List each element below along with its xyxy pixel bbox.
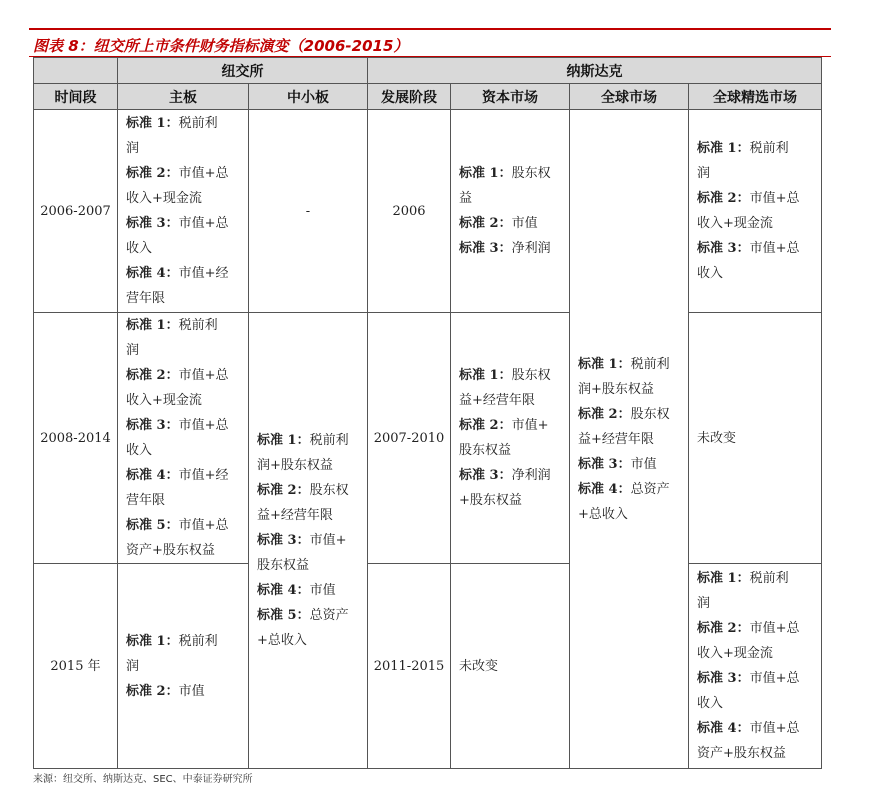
- criterion-line: [459, 463, 565, 488]
- criterion-text: 营年限: [126, 493, 166, 508]
- criterion-text: 资产+股东权益: [697, 746, 786, 761]
- col-header-global-market: 全球市场: [570, 84, 689, 110]
- criterion-continuation: [697, 691, 817, 716]
- criterion-text: +股东权益: [459, 493, 522, 508]
- stage-cell: 2011-2015: [368, 564, 451, 769]
- criterion-continuation: [126, 438, 244, 463]
- criterion-text: 润: [126, 343, 140, 358]
- criterion-text: 益+经营年限: [459, 393, 535, 408]
- criterion-label: 标准 4：: [257, 583, 310, 598]
- period-cell: 2008-2014: [34, 313, 118, 564]
- criterion-label: 标准 2：: [126, 368, 179, 383]
- main-board-cell: [118, 564, 249, 769]
- criterion-text: 市值: [178, 683, 205, 699]
- criterion-line: [126, 513, 244, 538]
- criterion-continuation: [126, 488, 244, 513]
- criterion-text: +总收入: [257, 633, 307, 648]
- criterion-continuation: [459, 488, 565, 513]
- column-header-row: [34, 84, 822, 110]
- sme-board-cell: -: [249, 110, 368, 313]
- global-select-market-cell: 未改变: [689, 313, 822, 564]
- criterion-text: 总资产: [309, 608, 349, 623]
- criterion-line: [697, 236, 817, 261]
- criterion-line: [257, 478, 363, 503]
- criterion-text: 市值+总: [749, 191, 800, 206]
- table-row: [34, 313, 822, 564]
- criterion-text: 净利润: [511, 468, 551, 483]
- criterion-text: 净利润: [511, 241, 551, 256]
- criterion-text: 润+股东权益: [257, 458, 333, 473]
- criterion-line: [459, 236, 565, 261]
- criterion-text: 市值+经: [178, 266, 229, 281]
- criterion-continuation: [459, 438, 565, 463]
- criterion-label: 标准 2：: [257, 483, 310, 498]
- criterion-line: [459, 161, 565, 186]
- criterion-text: 益+经营年限: [578, 431, 654, 447]
- criterion-continuation: [257, 553, 363, 578]
- period-cell: 2006-2007: [34, 110, 118, 313]
- criterion-label: 标准 1：: [459, 166, 512, 181]
- criterion-continuation: [126, 538, 244, 563]
- criterion-line: [697, 136, 817, 161]
- criterion-line: [126, 313, 244, 338]
- main-board-cell: [118, 313, 249, 564]
- criterion-label: 标准 2：: [459, 216, 512, 231]
- criterion-label: 标准 1：: [126, 318, 179, 333]
- criterion-text: 市值+总: [178, 368, 229, 383]
- criterion-line: [697, 716, 817, 741]
- criterion-label: 标准 3：: [697, 241, 750, 256]
- criterion-continuation: [697, 211, 817, 236]
- criterion-text: 收入: [697, 696, 724, 711]
- criterion-line: [459, 211, 565, 236]
- criterion-label: 标准 3：: [578, 456, 631, 472]
- criterion-text: 市值+总: [178, 216, 229, 231]
- main-board-cell: [118, 110, 249, 313]
- criterion-text: 总资产: [630, 481, 670, 497]
- listing-criteria-table: [33, 57, 822, 769]
- criterion-text: 市值+总: [178, 518, 229, 533]
- criterion-text: 税前利: [309, 433, 349, 448]
- criterion-label: 标准 2：: [126, 166, 179, 181]
- criterion-line: [126, 363, 244, 388]
- criterion-continuation: [257, 503, 363, 528]
- criterion-text: 收入: [126, 443, 153, 458]
- criterion-label: 标准 3：: [126, 418, 179, 433]
- criterion-text: 收入+现金流: [697, 216, 773, 231]
- table-row: [34, 564, 822, 769]
- col-header-stage: 发展阶段: [368, 84, 451, 110]
- criterion-text: 市值: [511, 216, 538, 231]
- criterion-label: 标准 2：: [459, 418, 512, 433]
- criterion-continuation: [578, 427, 684, 452]
- criterion-continuation: [697, 591, 817, 616]
- criterion-line: [257, 428, 363, 453]
- criterion-text: 税前利: [178, 116, 218, 131]
- global-select-market-cell: [689, 110, 822, 313]
- criterion-continuation: [126, 338, 244, 363]
- col-header-capital-market: 资本市场: [451, 84, 570, 110]
- criterion-continuation: [126, 388, 244, 413]
- criterion-label: 标准 4：: [697, 721, 750, 736]
- criterion-label: 标准 4：: [578, 481, 631, 497]
- stage-cell: 2006: [368, 110, 451, 313]
- criterion-text: 税前利: [178, 633, 218, 649]
- criterion-line: [459, 363, 565, 388]
- criterion-text: 市值: [309, 583, 336, 598]
- group-header-nasdaq: 纳斯达克: [368, 58, 822, 84]
- criterion-line: [126, 161, 244, 186]
- criterion-continuation: [578, 377, 684, 402]
- criterion-line: [126, 629, 244, 654]
- criterion-line: [126, 211, 244, 236]
- criterion-text: 市值: [630, 456, 657, 472]
- criterion-text: 市值+总: [178, 166, 229, 181]
- criterion-line: [697, 566, 817, 591]
- criterion-label: 标准 2：: [697, 621, 750, 636]
- criterion-text: 资产+股东权益: [126, 543, 215, 558]
- criterion-text: 营年限: [126, 291, 166, 306]
- criterion-line: [257, 528, 363, 553]
- criterion-text: 润+股东权益: [578, 381, 654, 397]
- criterion-text: 收入+现金流: [126, 393, 202, 408]
- criterion-continuation: [697, 641, 817, 666]
- source-note: 来源：纽交所、纳斯达克、SEC、中泰证券研究所: [33, 774, 253, 785]
- global-select-market-cell: [689, 564, 822, 769]
- figure-title: 图表 8：纽交所上市条件财务指标演变（2006-2015）: [33, 37, 409, 55]
- criterion-text: 市值+经: [178, 468, 229, 483]
- criterion-line: [697, 616, 817, 641]
- criterion-text: 税前利: [178, 318, 218, 333]
- criterion-label: 标准 1：: [126, 633, 179, 649]
- criterion-label: 标准 1：: [459, 368, 512, 383]
- criterion-label: 标准 1：: [578, 356, 631, 372]
- criterion-continuation: [126, 236, 244, 261]
- criterion-line: [126, 111, 244, 136]
- criterion-continuation: [126, 186, 244, 211]
- criterion-text: 股东权: [309, 483, 349, 498]
- criterion-continuation: [697, 161, 817, 186]
- criterion-label: 标准 3：: [697, 671, 750, 686]
- criterion-text: 股东权: [511, 166, 551, 181]
- criterion-text: 市值+总: [749, 671, 800, 686]
- criterion-continuation: [459, 388, 565, 413]
- criterion-label: 标准 5：: [257, 608, 310, 623]
- criterion-line: [257, 578, 363, 603]
- criterion-line: [578, 477, 684, 502]
- criterion-continuation: [257, 628, 363, 653]
- blank-header-cell: [34, 58, 118, 84]
- criterion-label: 标准 2：: [126, 683, 179, 699]
- criterion-label: 标准 2：: [697, 191, 750, 206]
- criterion-line: [578, 452, 684, 477]
- criterion-text: 收入: [126, 241, 153, 256]
- criterion-continuation: [697, 261, 817, 286]
- criterion-text: 市值+总: [749, 621, 800, 636]
- criterion-line: [126, 413, 244, 438]
- table-row: [34, 110, 822, 313]
- criterion-text: 润: [126, 141, 140, 156]
- criterion-continuation: [126, 136, 244, 161]
- capital-market-cell: [451, 313, 570, 564]
- criterion-text: 税前利: [749, 571, 789, 586]
- criterion-line: [126, 679, 244, 704]
- criterion-text: 益: [459, 191, 473, 206]
- criterion-line: [697, 666, 817, 691]
- criterion-line: [578, 402, 684, 427]
- criterion-label: 标准 3：: [459, 241, 512, 256]
- criterion-text: 润: [697, 596, 711, 611]
- criterion-text: 收入+现金流: [697, 646, 773, 661]
- criterion-text: 市值+总: [178, 418, 229, 433]
- criterion-text: 股东权: [630, 406, 670, 422]
- criterion-text: 收入: [697, 266, 724, 281]
- criterion-line: [459, 413, 565, 438]
- criterion-label: 标准 3：: [257, 533, 310, 548]
- stage-cell: 2007-2010: [368, 313, 451, 564]
- criterion-continuation: [126, 654, 244, 679]
- group-header-nyse: 纽交所: [118, 58, 368, 84]
- col-header-global-select-market: 全球精选市场: [689, 84, 822, 110]
- criterion-label: 标准 5：: [126, 518, 179, 533]
- criterion-line: [257, 603, 363, 628]
- criterion-label: 标准 1：: [257, 433, 310, 448]
- criterion-continuation: [257, 453, 363, 478]
- group-header-row: [34, 58, 822, 84]
- top-rule: [29, 28, 831, 30]
- criterion-continuation: [697, 741, 817, 766]
- criterion-label: 标准 4：: [126, 468, 179, 483]
- criterion-text: 市值+: [511, 418, 549, 433]
- capital-market-cell: [451, 110, 570, 313]
- criterion-text: 市值+: [309, 533, 347, 548]
- criterion-text: 股东权益: [257, 558, 310, 573]
- criterion-text: 市值+总: [749, 721, 800, 736]
- criterion-label: 标准 3：: [126, 216, 179, 231]
- criterion-label: 标准 3：: [459, 468, 512, 483]
- criterion-line: [697, 186, 817, 211]
- criterion-text: 税前利: [749, 141, 789, 156]
- criterion-text: 股东权益: [459, 443, 512, 458]
- criterion-text: 收入+现金流: [126, 191, 202, 206]
- col-header-sme-board: 中小板: [249, 84, 368, 110]
- sme-board-cell: [249, 313, 368, 769]
- criterion-label: 标准 4：: [126, 266, 179, 281]
- capital-market-cell: 未改变: [451, 564, 570, 769]
- criterion-label: 标准 1：: [697, 141, 750, 156]
- criterion-text: 市值+总: [749, 241, 800, 256]
- criterion-text: +总收入: [578, 506, 628, 522]
- criterion-text: 股东权: [511, 368, 551, 383]
- criterion-continuation: [126, 286, 244, 311]
- criterion-line: [126, 463, 244, 488]
- criterion-text: 税前利: [630, 356, 670, 372]
- col-header-main-board: 主板: [118, 84, 249, 110]
- criterion-text: 润: [697, 166, 711, 181]
- criterion-text: 益+经营年限: [257, 508, 333, 523]
- criterion-continuation: [459, 186, 565, 211]
- col-header-period: 时间段: [34, 84, 118, 110]
- criterion-label: 标准 1：: [126, 116, 179, 131]
- criterion-line: [578, 352, 684, 377]
- global-market-cell: [570, 110, 689, 769]
- criterion-label: 标准 2：: [578, 406, 631, 422]
- criterion-line: [126, 261, 244, 286]
- criterion-label: 标准 1：: [697, 571, 750, 586]
- period-cell: 2015 年: [34, 564, 118, 769]
- criterion-text: 润: [126, 658, 140, 674]
- criterion-continuation: [578, 502, 684, 527]
